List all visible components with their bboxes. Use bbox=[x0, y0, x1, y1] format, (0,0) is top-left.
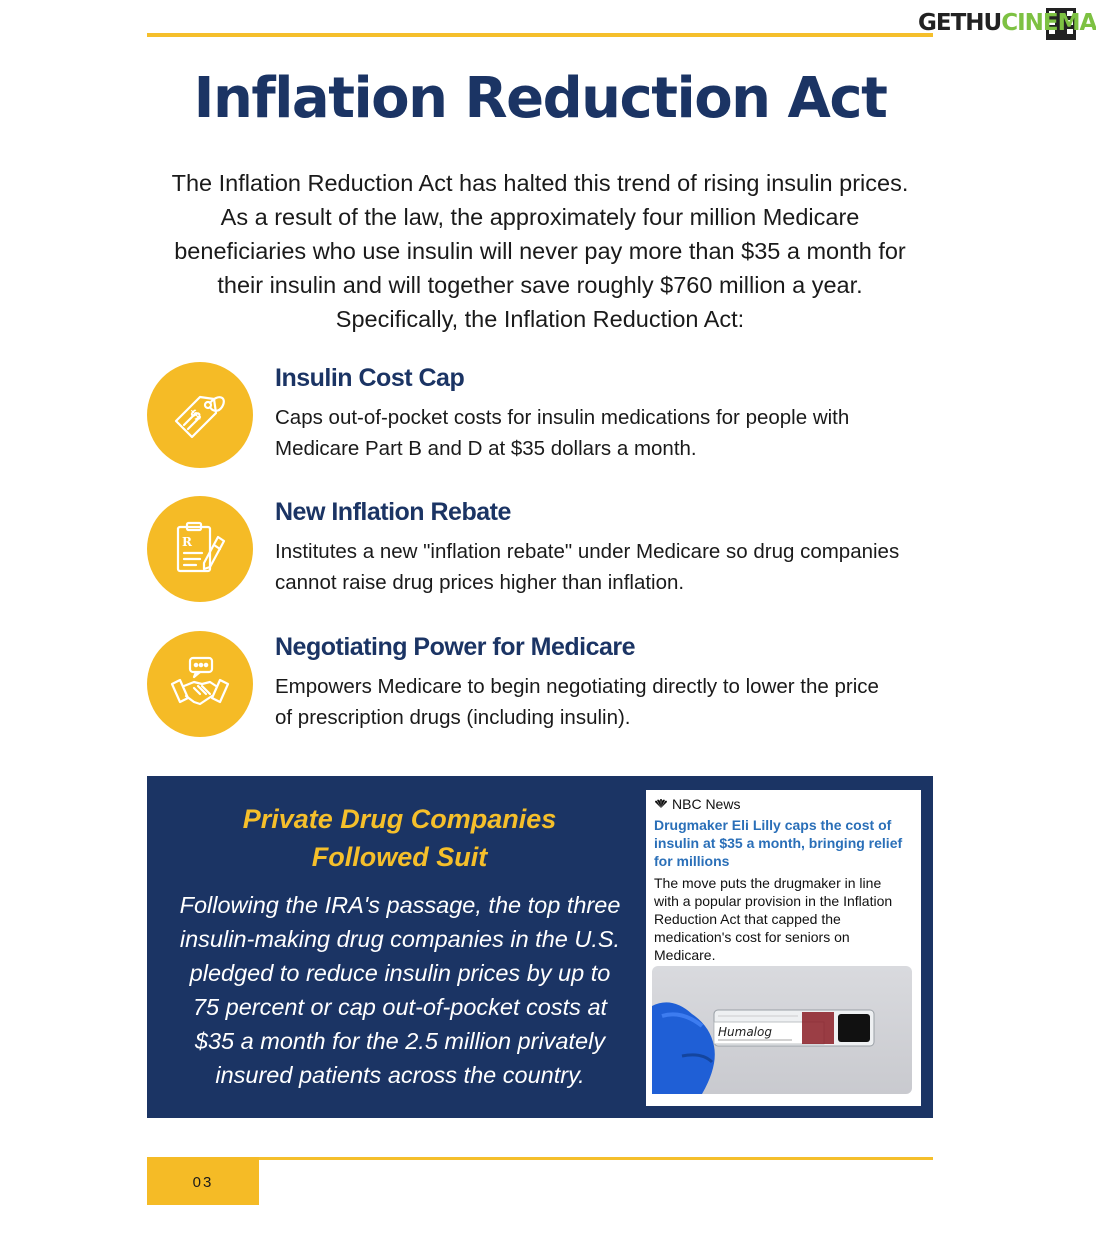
handshake-icon bbox=[147, 631, 253, 737]
price-tag-icon bbox=[147, 362, 253, 468]
page-number-badge bbox=[147, 1157, 259, 1205]
feature-title: Negotiating Power for Medicare bbox=[275, 633, 636, 661]
feature-title: Insulin Cost Cap bbox=[275, 364, 465, 392]
feature-description: Institutes a new "inflation rebate" under Medicare so drug companies cannot raise drug prices higher than inflation. bbox=[275, 540, 900, 594]
intro-paragraph: The Inflation Reduction Act has halted this trend of rising insulin prices. As a result of the law, the approximately four million Medicare beneficiaries who use insulin will never pay more than $35 a month for their insulin and will together save roughly $760 million a year. Specifically, the Inflation Reduction Act: bbox=[171, 170, 909, 332]
svg-text:$: $ bbox=[186, 405, 206, 425]
feature-insulin-cost-cap bbox=[147, 362, 947, 472]
news-source: NBC News bbox=[654, 796, 740, 812]
callout-body: Following the IRA's passage, the top three insulin-making drug companies in the U.S. pledged to reduce insulin prices by up to 75 percent or cap out-of-pocket costs at $35 a month for the 2.5 million privately insured patients across the country. bbox=[179, 892, 621, 1088]
page-title: Inflation Reduction Act bbox=[193, 66, 887, 131]
callout-box bbox=[147, 776, 933, 1118]
feature-negotiating-power bbox=[147, 631, 947, 741]
top-divider bbox=[147, 33, 933, 37]
feature-description: Caps out-of-pocket costs for insulin medications for people with Medicare Part B and D at $35 dollars a month. bbox=[275, 406, 850, 460]
news-description: The move puts the drugmaker in line with a popular provision in the Inflation Reduction Act that capped the medication's cost for seniors on Medicare. bbox=[654, 875, 893, 963]
bottom-divider bbox=[259, 1157, 933, 1160]
watermark-logo: GETHUCINEMA bbox=[918, 6, 1078, 42]
svg-text:R: R bbox=[182, 535, 192, 549]
nbc-peacock-icon bbox=[654, 799, 668, 809]
feature-new-inflation-rebate bbox=[147, 496, 947, 606]
svg-text:Humalog: Humalog bbox=[718, 1025, 772, 1039]
news-article-card[interactable] bbox=[646, 790, 921, 1106]
news-photo-insulin-vial bbox=[652, 966, 912, 1094]
feature-title: New Inflation Rebate bbox=[275, 498, 511, 526]
prescription-clipboard-icon bbox=[147, 496, 253, 602]
page-number: 03 bbox=[192, 1174, 214, 1191]
callout-title: Private Drug Companies Followed Suit bbox=[242, 804, 557, 872]
feature-description: Empowers Medicare to begin negotiating directly to lower the price of prescription drugs (including insulin). bbox=[275, 675, 879, 729]
news-headline[interactable]: Drugmaker Eli Lilly caps the cost of insulin at $35 a month, bringing relief for millions bbox=[654, 817, 903, 869]
